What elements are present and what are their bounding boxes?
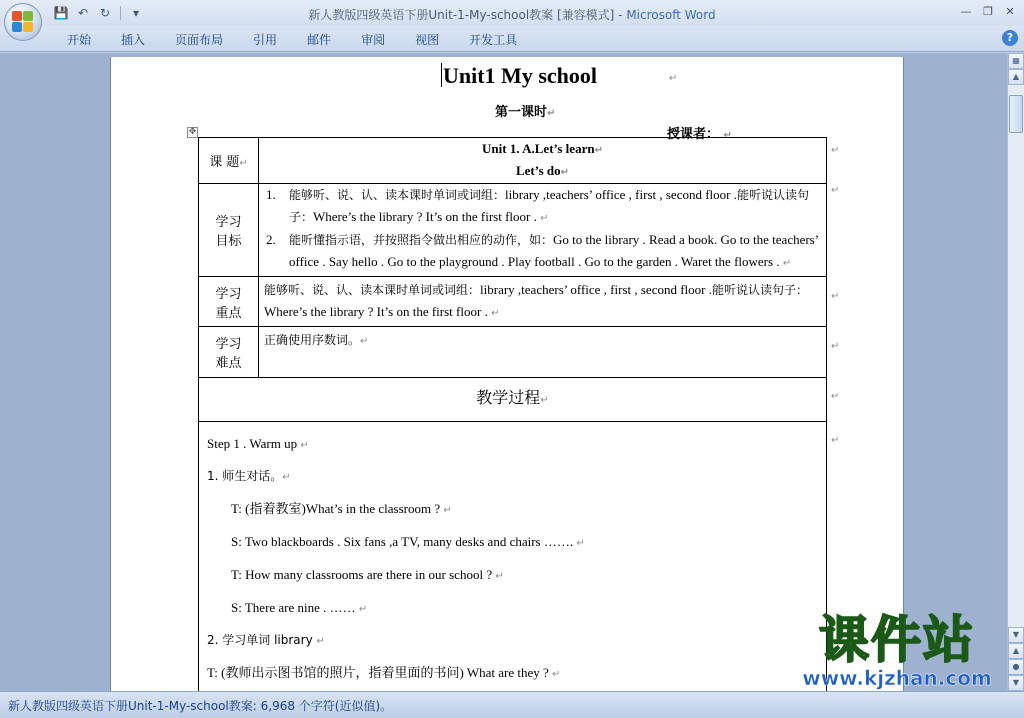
process-cell <box>199 422 827 692</box>
process-line-text: 2. 学习单词 library <box>207 633 313 647</box>
ribbon <box>0 26 1024 52</box>
window-controls <box>956 2 1020 20</box>
paragraph-mark-icon: ↵ <box>723 130 732 141</box>
table-row <box>199 378 827 422</box>
paragraph-mark-icon: ↵ <box>316 636 325 647</box>
process-title-cell <box>199 378 827 422</box>
row-end-mark-icon: ↵ <box>831 391 840 402</box>
paragraph-mark-icon: ↵ <box>540 395 549 406</box>
tab-view[interactable]: 视图 <box>415 33 440 47</box>
paragraph-mark-icon: ↵ <box>495 571 504 582</box>
goal-number: 1. <box>266 187 276 202</box>
process-title <box>199 378 826 421</box>
status-bar <box>0 691 1024 718</box>
process-line <box>207 526 818 559</box>
goal-text-cn-2: 能听说认读句子： <box>289 188 810 224</box>
focus-label-2: 重点 <box>215 305 242 321</box>
goals-cell <box>259 184 827 277</box>
process-line <box>207 428 818 461</box>
close-icon[interactable]: ✕ <box>1005 4 1015 18</box>
focus-label-1: 学习 <box>215 286 242 302</box>
ribbon-tabs <box>52 30 532 50</box>
paragraph-mark-icon: ↵ <box>576 538 585 549</box>
difficulty-label-2: 难点 <box>215 356 242 371</box>
next-page-icon[interactable]: ▼ <box>1008 675 1024 691</box>
process-line <box>207 559 818 592</box>
table-row <box>199 327 827 378</box>
tab-mailings[interactable]: 邮件 <box>307 33 332 47</box>
document-name: 新人教版四级英语下册Unit-1-My-school教案 [兼容模式] - <box>308 8 627 22</box>
focus-label-cell <box>199 277 259 327</box>
document-area <box>0 53 1007 691</box>
lesson-text: 第一课时 <box>495 105 548 120</box>
process-line-text: S: There are nine . …… <box>231 600 356 615</box>
goal-number: 2. <box>266 232 276 247</box>
ruler-toggle-icon[interactable]: ▦ <box>1008 53 1024 69</box>
table-row <box>199 184 827 277</box>
scroll-down-icon[interactable]: ▼ <box>1008 627 1024 643</box>
process-line-text: 1. 师生对话。 <box>207 469 283 483</box>
status-text: 新人教版四级英语下册Unit-1-My-school教案: 6,968 个字符(近似值)。 <box>8 699 393 713</box>
watermark-name: 课件站 <box>819 611 975 669</box>
vertical-scrollbar[interactable] <box>1007 53 1024 691</box>
document-title <box>441 63 597 89</box>
row-end-mark-icon: ↵ <box>831 291 840 302</box>
office-button[interactable] <box>4 3 42 41</box>
tab-review[interactable]: 审阅 <box>361 33 386 47</box>
customize-icon[interactable]: ▾ <box>132 6 140 20</box>
topic-line-2-text: Let’s do <box>515 163 561 178</box>
document-page[interactable] <box>110 57 904 691</box>
scroll-up-icon[interactable]: ▲ <box>1008 69 1024 85</box>
topic-label: 课 题 <box>209 155 240 170</box>
focus-text-en-2: Where’s the library ? It’s on the first floor . <box>264 304 488 319</box>
difficulty-text: 正确使用序数词。 <box>264 333 361 347</box>
help-icon[interactable]: ? <box>1002 30 1018 46</box>
paragraph-mark-icon: ↵ <box>491 308 500 319</box>
app-name: Microsoft Word <box>626 8 716 22</box>
row-end-mark-icon: ↵ <box>831 435 840 446</box>
process-line <box>207 657 818 690</box>
table-row <box>199 138 827 184</box>
process-line-text: T: (指着教室)What’s in the classroom ? <box>231 501 441 516</box>
process-line <box>207 493 818 526</box>
title-text: Unit1 My school <box>443 63 597 88</box>
topic-line-1 <box>259 139 826 161</box>
goal-text-en-2: Where’s the library ? It’s on the first floor . <box>313 209 537 224</box>
focus-text-cn-2: 能听说认读句子： <box>712 283 809 297</box>
process-line-text: T: How many classrooms are there in our school ? <box>231 567 493 582</box>
paragraph-mark-icon: ↵ <box>669 73 678 84</box>
goal-text-en: Go to the library . Read a book. Go to the teachers’ office . Say hello . Go to the playground . Play football . Go to the garden . Waret the flowers . <box>289 232 819 269</box>
row-end-mark-icon: ↵ <box>831 145 840 156</box>
title-bar <box>0 0 1024 26</box>
tab-page-layout[interactable]: 页面布局 <box>175 33 224 47</box>
undo-icon[interactable]: ↶ <box>77 6 89 20</box>
paragraph-mark-icon: ↵ <box>360 336 369 347</box>
row-end-mark-icon: ↵ <box>831 185 840 196</box>
paragraph-mark-icon: ↵ <box>782 258 792 269</box>
topic-label-cell <box>199 138 259 184</box>
scroll-thumb[interactable] <box>1009 95 1023 133</box>
minimize-icon[interactable]: — <box>960 4 972 18</box>
topic-line-1-text: Unit 1. A.Let’s learn <box>482 141 595 156</box>
teacher-text: 授课者： <box>667 127 720 142</box>
tab-developer[interactable]: 开发工具 <box>469 33 518 47</box>
focus-cell <box>259 277 827 327</box>
previous-page-icon[interactable]: ▲ <box>1008 643 1024 659</box>
process-line <box>207 461 818 493</box>
process-line-text: T: (教师出示图书馆的照片，指着里面的书问) What are they ? <box>207 665 549 680</box>
goal-item <box>264 229 821 274</box>
process-line-text: S: Two blackboards . Six fans ,a TV, many desks and chairs ……. <box>231 534 574 549</box>
topic-line-2 <box>259 161 826 183</box>
table-row <box>199 277 827 327</box>
tab-home[interactable]: 开始 <box>67 33 92 47</box>
goal-text-en: library ,teachers’ office , first , second floor . <box>505 187 737 202</box>
paragraph-mark-icon: ↵ <box>239 158 248 169</box>
goals-label-cell <box>199 184 259 277</box>
table-move-handle-icon[interactable]: ✥ <box>188 127 197 137</box>
paragraph-mark-icon: ↵ <box>547 108 556 119</box>
lesson-table <box>198 137 827 691</box>
topic-cell <box>259 138 827 184</box>
restore-icon[interactable]: ❐ <box>983 4 993 18</box>
goals-label-2: 目标 <box>215 234 242 249</box>
paragraph-mark-icon: ↵ <box>552 669 561 680</box>
row-end-mark-icon: ↵ <box>831 341 840 352</box>
tab-references[interactable]: 引用 <box>253 33 278 47</box>
focus-text-cn: 能够听、说、认、读本课时单词或词组： <box>264 283 481 297</box>
watermark-url: www.kjzhan.com <box>802 666 992 690</box>
window-title <box>0 6 1024 23</box>
process-line <box>207 625 818 657</box>
difficulty-cell <box>259 327 827 378</box>
browse-object-icon[interactable]: ● <box>1008 659 1024 675</box>
process-line <box>207 592 818 625</box>
process-line-text: Step 1 . Warm up <box>207 436 298 451</box>
difficulty-label-1: 学习 <box>215 337 242 352</box>
save-icon[interactable]: 💾 <box>53 6 69 20</box>
table-row <box>199 422 827 692</box>
paragraph-mark-icon: ↵ <box>282 472 291 483</box>
paragraph-mark-icon: ↵ <box>443 505 452 516</box>
process-title-text: 教学过程 <box>476 388 541 407</box>
paragraph-mark-icon: ↵ <box>594 145 603 156</box>
office-logo-icon <box>12 11 34 33</box>
focus-text-en: library ,teachers’ office , first , second floor . <box>480 282 712 297</box>
text-cursor <box>441 63 442 87</box>
tab-insert[interactable]: 插入 <box>121 33 146 47</box>
paragraph-mark-icon: ↵ <box>300 440 309 451</box>
watermark-logo <box>770 612 1024 688</box>
goals-label-1: 学习 <box>215 215 242 230</box>
paragraph-mark-icon: ↵ <box>560 167 570 178</box>
lesson-heading <box>495 101 555 120</box>
goal-item <box>264 184 821 229</box>
goal-text-cn: 能够听、说、认、读本课时单词或词组： <box>289 188 506 202</box>
paragraph-mark-icon: ↵ <box>358 604 368 615</box>
paragraph-mark-icon: ↵ <box>540 213 549 224</box>
difficulty-label-cell <box>199 327 259 378</box>
goal-text-cn: 能听懂指示语，并按照指令做出相应的动作，如： <box>289 233 554 247</box>
redo-icon[interactable]: ↻ <box>99 6 111 20</box>
